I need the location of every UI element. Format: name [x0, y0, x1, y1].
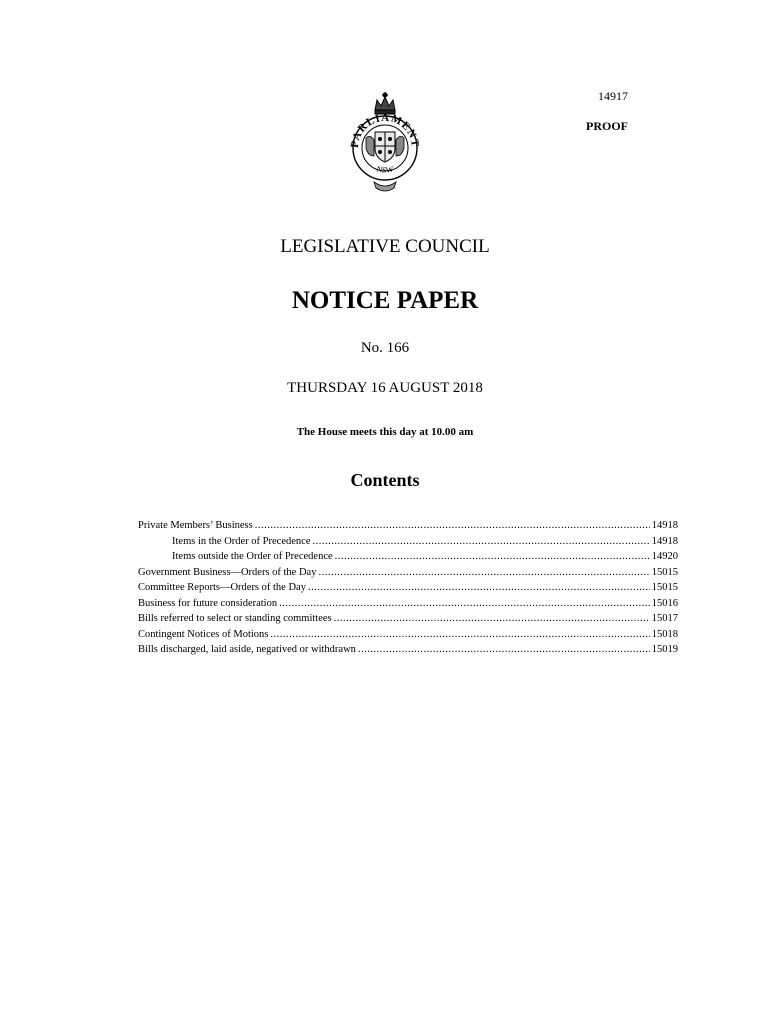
toc-entry-page: 15018 — [651, 628, 678, 640]
toc-dot-leader — [335, 549, 650, 565]
toc-entry-bills-referred-to-committees[interactable] — [138, 611, 678, 627]
table-of-contents — [138, 518, 678, 658]
toc-dot-leader — [279, 596, 650, 612]
document-title: NOTICE PAPER — [291, 287, 479, 314]
toc-entry-items-in-order-of-precedence[interactable] — [138, 534, 678, 550]
toc-entry-page: 15019 — [651, 644, 678, 655]
toc-entry-label: Items outside the Order of Precedence — [172, 551, 333, 562]
issue-number: No. 166 — [360, 340, 410, 356]
toc-entry-page: 15015 — [651, 582, 678, 593]
meeting-time: The House meets this day at 10.00 am — [296, 426, 474, 438]
toc-entry-page: 14918 — [651, 520, 678, 531]
toc-dot-leader — [308, 580, 650, 596]
toc-entry-business-for-future-consideration[interactable] — [138, 596, 678, 612]
chamber-heading: LEGISLATIVE COUNCIL — [280, 236, 490, 257]
page-number: 14917 — [598, 89, 628, 103]
toc-dot-leader — [255, 518, 650, 534]
toc-entry-page: 15017 — [651, 613, 678, 624]
svg-text:PARLIAMENT: PARLIAMENT — [348, 111, 422, 149]
parliament-nsw-crest-icon — [344, 90, 426, 194]
toc-dot-leader — [334, 611, 650, 627]
toc-entry-bills-discharged[interactable] — [138, 642, 678, 658]
toc-entry-contingent-notices[interactable] — [138, 627, 678, 643]
toc-dot-leader — [358, 642, 650, 658]
toc-entry-page: 15015 — [651, 566, 678, 578]
toc-entry-label: Private Members’ Business — [138, 520, 253, 531]
toc-entry-label: Items in the Order of Precedence — [172, 535, 311, 547]
toc-entry-government-business[interactable] — [138, 565, 678, 581]
toc-entry-private-members-business[interactable] — [138, 518, 678, 534]
crown-icon — [375, 92, 395, 114]
toc-entry-label: Government Business—Orders of the Day — [138, 566, 317, 578]
toc-entry-page: 14920 — [651, 551, 678, 562]
toc-entry-items-outside-order-of-precedence[interactable] — [138, 549, 678, 565]
toc-entry-page: 14918 — [651, 535, 678, 547]
contents-heading: Contents — [350, 470, 420, 490]
svg-text:NSW: NSW — [375, 164, 395, 175]
toc-entry-label: Committee Reports—Orders of the Day — [138, 582, 306, 593]
toc-entry-committee-reports[interactable] — [138, 580, 678, 596]
sitting-date: THURSDAY 16 AUGUST 2018 — [287, 380, 483, 396]
toc-entry-label: Bills referred to select or standing committees — [138, 613, 332, 624]
toc-entry-label: Bills discharged, laid aside, negatived or withdrawn — [138, 644, 356, 655]
toc-entry-label: Contingent Notices of Motions — [138, 628, 269, 640]
toc-dot-leader — [318, 565, 649, 581]
proof-label: PROOF — [586, 119, 628, 133]
toc-dot-leader — [312, 534, 649, 550]
toc-entry-page: 15016 — [651, 597, 678, 609]
toc-dot-leader — [270, 627, 649, 643]
toc-entry-label: Business for future consideration — [138, 597, 278, 609]
